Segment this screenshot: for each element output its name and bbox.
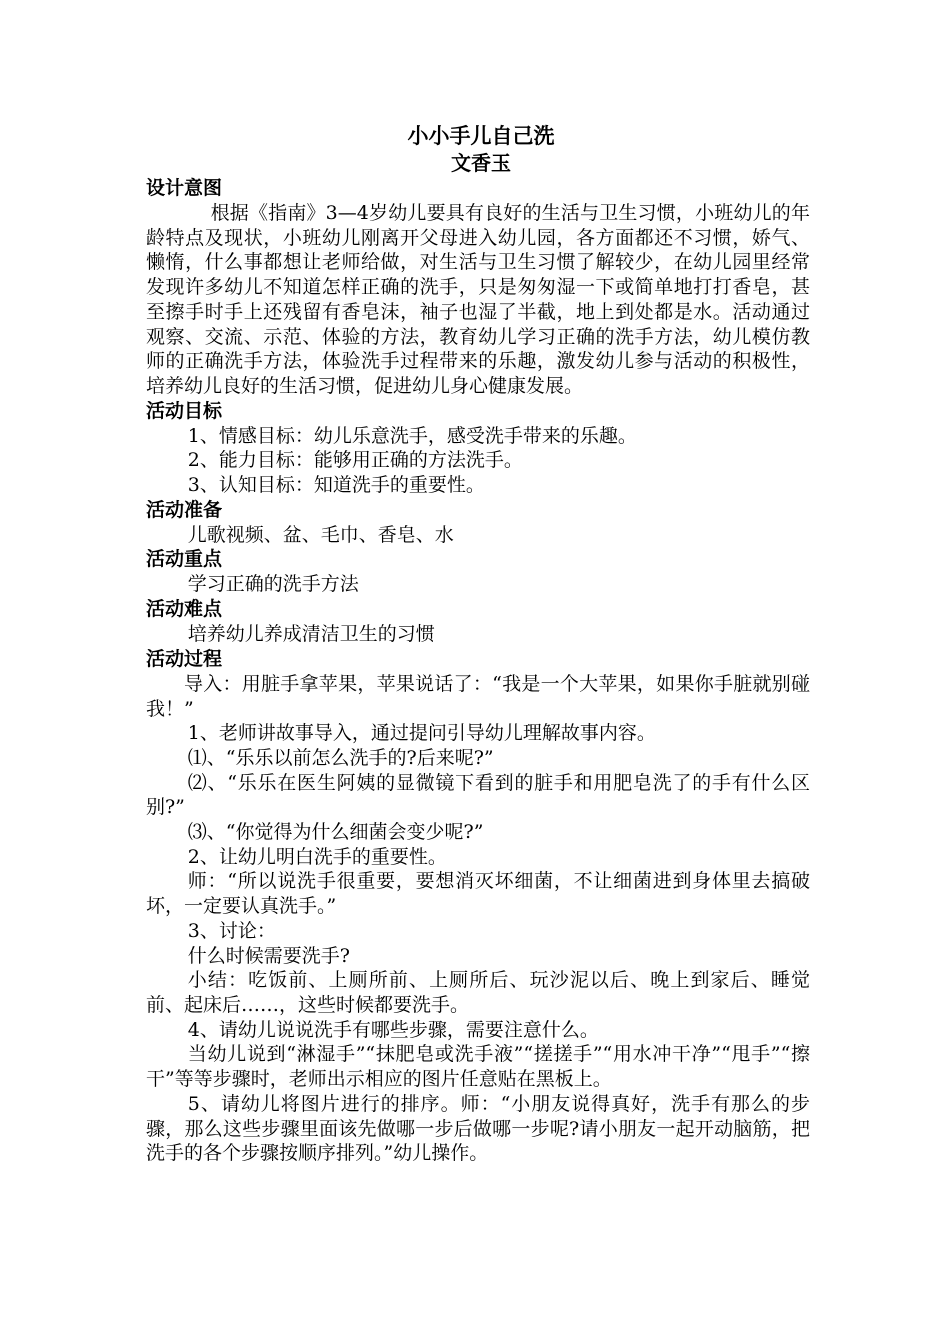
document-author: 文香玉 [451, 151, 511, 175]
process-paragraph: ⑶、“你觉得为什么细菌会变少呢?” [187, 821, 484, 844]
process-paragraph: ⑵、“乐乐在医生阿姨的显微镜下看到的脏手和用肥皂洗了的手有什么区别?” [146, 771, 810, 819]
goal-item: 1、情感目标：幼儿乐意洗手，感受洗手带来的乐趣。 [187, 424, 637, 447]
process-paragraph: 2、让幼儿明白洗手的重要性。 [187, 845, 447, 868]
section-heading-key: 活动重点 [146, 548, 223, 571]
goal-item: 3、认知目标：知道洗手的重要性。 [187, 474, 485, 497]
section-heading-goals: 活动目标 [146, 399, 223, 422]
design-paragraph: 根据《指南》3—4岁幼儿要具有良好的生活与卫生习惯，小班幼儿的年龄特点及现状，小班幼儿刚离开父母进入幼儿园，各方面都还不习惯，娇气、懒惰，什么事都想让老师给做，对生活与卫生习惯了解较少，在幼儿园里经常发现许多幼儿不知道怎样正确的洗手，只是匆匆湿一下或简单地打打香皂，甚至擦手时手上还残留有香皂沫，袖子也湿了半截，地上到处都是水。活动通过观察、交流、示范、体验的方法，教育幼儿学习正确的洗手方法，幼儿模仿教师的正确洗手方法，体验洗手过程带来的乐趣，激发幼儿参与活动的积极性，培养幼儿良好的生活习惯，促进幼儿身心健康发展。 [146, 202, 810, 397]
process-paragraph: 什么时候需要洗手? [187, 944, 350, 967]
section-heading-process: 活动过程 [146, 647, 223, 670]
process-paragraph: 1、老师讲故事导入，通过提问引导幼儿理解故事内容。 [187, 722, 656, 745]
section-heading-design: 设计意图 [146, 177, 223, 199]
document-page [146, 122, 810, 1166]
document-title: 小小手儿自己洗 [407, 123, 555, 148]
section-heading-difficulty: 活动难点 [146, 598, 223, 621]
process-paragraph: ⑴、“乐乐以前怎么洗手的?后来呢?” [187, 746, 494, 769]
process-paragraph: 师：“所以说洗手很重要，要想消灭坏细菌，不让细菌进到身体里去搞破坏，一定要认真洗手。” [146, 870, 810, 918]
process-paragraph: 5、请幼儿将图片进行的排序。师：“小朋友说得真好，洗手有那么的步骤，那么这些步骤里面该先做哪一步后做哪一步呢?请小朋友一起开动脑筋，把洗手的各个步骤按顺序排列。”幼儿操作。 [146, 1092, 810, 1165]
process-paragraph: 导入：用脏手拿苹果，苹果说话了：“我是一个大苹果，如果你手脏就别碰我！” [146, 672, 810, 720]
section-heading-prep: 活动准备 [146, 498, 223, 521]
prep-text: 儿歌视频、盆、毛巾、香皂、水 [187, 523, 454, 546]
difficulty-text: 培养幼儿养成清洁卫生的习惯 [187, 623, 435, 646]
process-paragraph: 当幼儿说到“淋湿手”“抹肥皂或洗手液”“搓搓手”“用水冲干净”“甩手”“擦干”等等步骤时，老师出示相应的图片任意贴在黑板上。 [146, 1043, 810, 1091]
process-paragraph: 小结：吃饭前、上厕所前、上厕所后、玩沙泥以后、晚上到家后、睡觉前、起床后……，这些时候都要洗手。 [146, 969, 810, 1016]
goal-item: 2、能力目标：能够用正确的方法洗手。 [187, 449, 523, 472]
process-paragraph: 3、讨论： [187, 919, 276, 942]
process-paragraph: 4、请幼儿说说洗手有哪些步骤，需要注意什么。 [187, 1018, 599, 1041]
key-text: 学习正确的洗手方法 [187, 573, 359, 596]
